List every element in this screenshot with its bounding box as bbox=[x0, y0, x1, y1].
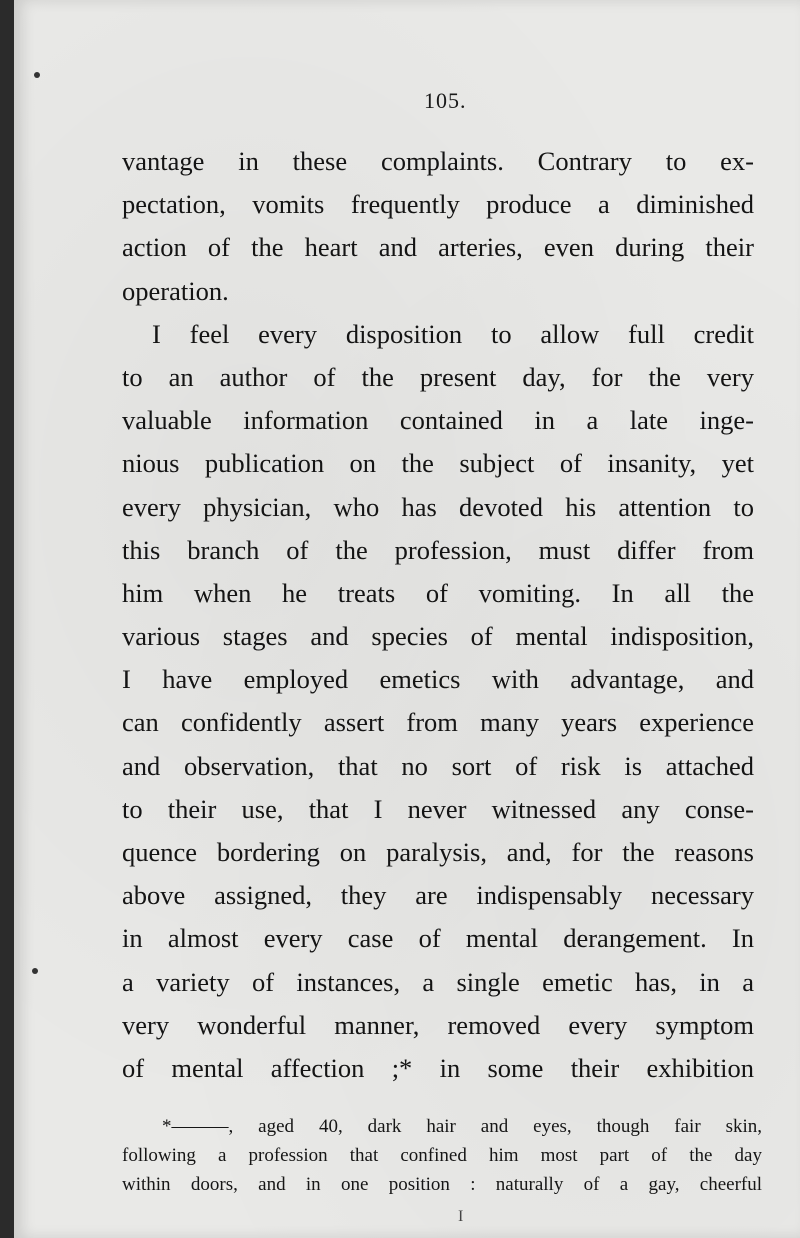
footnote-line: *———, aged 40, dark hair and eyes, though fair skin, bbox=[162, 1116, 762, 1137]
text-line: operation. bbox=[122, 275, 229, 306]
text-line: action of the heart and arteries, even during their bbox=[122, 232, 754, 263]
text-line: I have employed emetics with advantage, and bbox=[122, 664, 754, 695]
body-text bbox=[122, 140, 754, 1090]
text-line: of mental affection ;* in some their exhibition bbox=[122, 1052, 754, 1083]
footnote-line: following a profession that confined him most part of the day bbox=[122, 1145, 762, 1166]
binding-hole-mark bbox=[34, 72, 40, 78]
text-line: him when he treats of vomiting. In all the bbox=[122, 577, 754, 608]
text-line: can confidently assert from many years experience bbox=[122, 707, 754, 738]
text-line: above assigned, they are indispensably necessary bbox=[122, 880, 754, 911]
text-line: very wonderful manner, removed every symptom bbox=[122, 1009, 754, 1040]
text-line: nious publication on the subject of insanity, yet bbox=[122, 448, 754, 479]
text-line: to their use, that I never witnessed any conse- bbox=[122, 793, 754, 824]
text-line: in almost every case of mental derangement. In bbox=[122, 923, 754, 954]
binding-hole-mark bbox=[32, 968, 38, 974]
text-line: a variety of instances, a single emetic has, in a bbox=[122, 966, 754, 997]
page-number: 105. bbox=[424, 88, 467, 113]
footnote-line: within doors, and in one position : naturally of a gay, cheerful bbox=[122, 1174, 762, 1195]
text-line: this branch of the profession, must differ from bbox=[122, 534, 754, 565]
signature-mark: I bbox=[458, 1208, 464, 1225]
text-line: and observation, that no sort of risk is attached bbox=[122, 750, 754, 781]
text-line: quence bordering on paralysis, and, for the reasons bbox=[122, 837, 754, 867]
footnote bbox=[122, 1112, 762, 1199]
text-line: valuable information contained in a late inge- bbox=[122, 405, 754, 436]
text-line: vantage in these complaints. Contrary to ex- bbox=[122, 146, 754, 176]
text-line: various stages and species of mental indisposition, bbox=[122, 621, 754, 652]
text-line: pectation, vomits frequently produce a diminished bbox=[122, 189, 754, 220]
text-line: to an author of the present day, for the very bbox=[122, 361, 754, 392]
book-page bbox=[14, 0, 800, 1238]
text-line: every physician, who has devoted his attention to bbox=[122, 491, 754, 522]
paragraph-start-line: I feel every disposition to allow full credit bbox=[152, 318, 754, 349]
